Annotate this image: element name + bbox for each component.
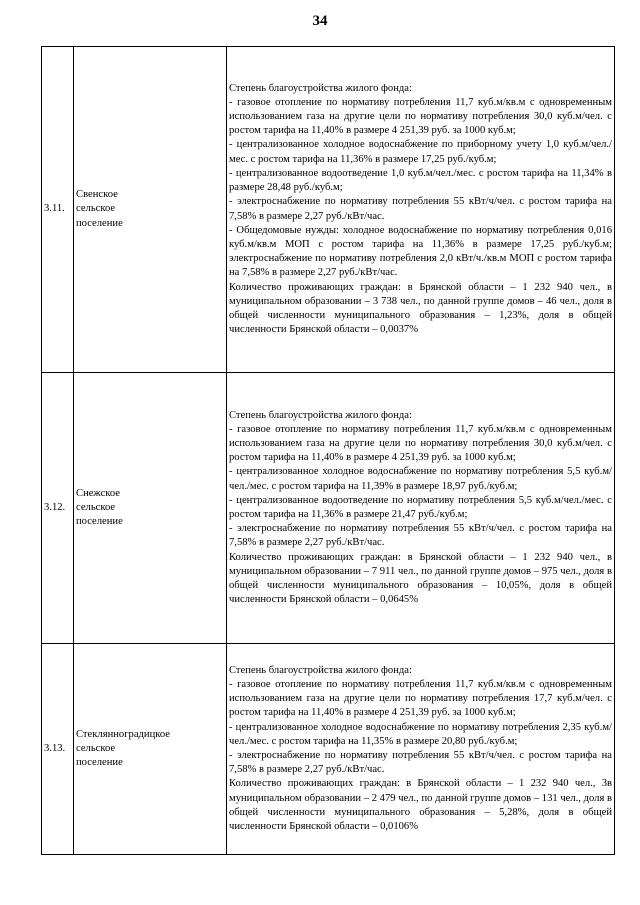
settlement-name-line: сельское (76, 742, 116, 754)
tariff-table (41, 46, 615, 855)
settlement-name-line: поселение (76, 217, 123, 229)
table-row (42, 644, 615, 855)
description-line: - централизованное водоотведение 1,0 куб.м/чел./мес. с ростом тарифа на 11,34% в размере 28,48 руб./куб.м; (229, 167, 612, 194)
description-line: - централизованное холодное водоснабжение по нормативу потребления 2,35 куб.м/чел./мес. с ростом тарифа на 11,35% в размере 20,80 руб./куб.м; (229, 721, 612, 747)
description-line: - Общедомовые нужды: холодное водоснабжение по нормативу потребления 0,016 куб.м/кв.м МОП с ростом тарифа на 11,36% в размере 17,25 руб./куб.м; электроснабжение по нормативу потребления 2,0 кВт/ч./кв.м МОП с ростом тарифа на 7,58% в размере 2,27 руб./кВт/час. (229, 224, 612, 279)
description-line: - электроснабжение по нормативу потребления 55 кВт/ч/чел. с ростом тарифа на 7,58% в размере 2,27 руб./кВт/час. (229, 523, 612, 549)
settlement-name-line: Стеклянноградицкое (76, 728, 171, 740)
description-line: - централизованное холодное водоснабжение по приборному учету 1,0 куб.м/чел./мес. с ростом тарифа на 11,36% в размере 17,25 руб./куб.м; (229, 139, 612, 165)
table-row (42, 47, 615, 373)
description-line: - газовое отопление по нормативу потребления 11,7 куб.м/кв.м с одновременным использованием газа на другие цели по нормативу потребления 30,0 куб.м/чел. с ростом тарифа на 11,40% в размере 4 251,39 руб. за 1000 куб.м; (229, 423, 612, 464)
description-line: - газовое отопление по нормативу потребления 11,7 куб.м/кв.м с одновременным использованием газа на другие цели по нормативу потребления 30,0 куб.м/чел. с ростом тарифа на 11,40% в размере 4 251,39 руб. за 1000 куб.м; (229, 96, 612, 137)
settlement-name-line: поселение (76, 757, 123, 769)
row-number: 3.12. (42, 373, 74, 644)
page-number: 34 (312, 13, 328, 29)
improvement-description (227, 47, 615, 373)
description-line: - электроснабжение по нормативу потребления 55 кВт/ч/чел. с ростом тарифа на 7,58% в размере 2,27 руб./кВт/час. (229, 196, 612, 222)
description-line: Количество проживающих граждан: в Брянской области – 1 232 940 чел., в муниципальном образовании – 7 911 чел., по данной группе домов – 975 чел., доля в общей численности муниципального образования – 10,05%, доля в общей численности Брянской области – 0,0645% (229, 551, 612, 606)
description-line: Степень благоустройства жилого фонда: (229, 82, 412, 94)
description-line: Степень благоустройства жилого фонда: (229, 664, 412, 676)
table-row (42, 373, 615, 644)
description-line: Количество проживающих граждан: в Брянской области – 1 232 940 чел., в муниципальном образовании – 3 738 чел., по данной группе домов – 46 чел., доля в общей численности муниципального образования – 1,23%, доля в общей численности Брянской области – 0,0037% (229, 281, 612, 336)
row-number: 3.13. (42, 644, 74, 855)
settlement-name-line: Свенское (76, 189, 118, 201)
settlement-name-line: поселение (76, 516, 123, 528)
settlement-name-line: сельское (76, 501, 116, 513)
settlement-name-line: Снежское (76, 487, 121, 499)
description-line: - централизованное водоотведение по нормативу потребления 5,5 куб.м/чел./мес. с ростом тарифа на 11,36% в размере 21,47 руб./куб.м; (229, 494, 612, 520)
description-line: - централизованное холодное водоснабжение по нормативу потребления 5,5 куб.м/чел./мес. с ростом тарифа на 11,39% в размере 18,97 руб./куб.м; (229, 466, 612, 492)
description-line: - электроснабжение по нормативу потребления 55 кВт/ч/чел. с ростом тарифа на 7,58% в размере 2,27 руб./кВт/час. (229, 750, 612, 776)
settlement-name (74, 373, 227, 644)
improvement-description (227, 373, 615, 644)
settlement-name (74, 47, 227, 373)
description-line: Количество проживающих граждан: в Брянской области – 1 232 940 чел., 3в муниципальном образовании – 2 479 чел., по данной группе домов – 131 чел., доля в общей численности муниципального образования – 5,28%, доля в общей численности Брянской области – 0,0106% (229, 778, 612, 833)
description-line: - газовое отопление по нормативу потребления 11,7 куб.м/кв.м с одновременным использованием газа на другие цели по нормативу потребления 17,7 куб.м/чел. с ростом тарифа на 11,40% в размере 4 251,39 руб. за 1000 куб.м; (229, 678, 612, 719)
row-number: 3.11. (42, 47, 74, 373)
settlement-name-line: сельское (76, 203, 116, 215)
improvement-description (227, 644, 615, 855)
settlement-name (74, 644, 227, 855)
description-line: Степень благоустройства жилого фонда: (229, 409, 412, 421)
